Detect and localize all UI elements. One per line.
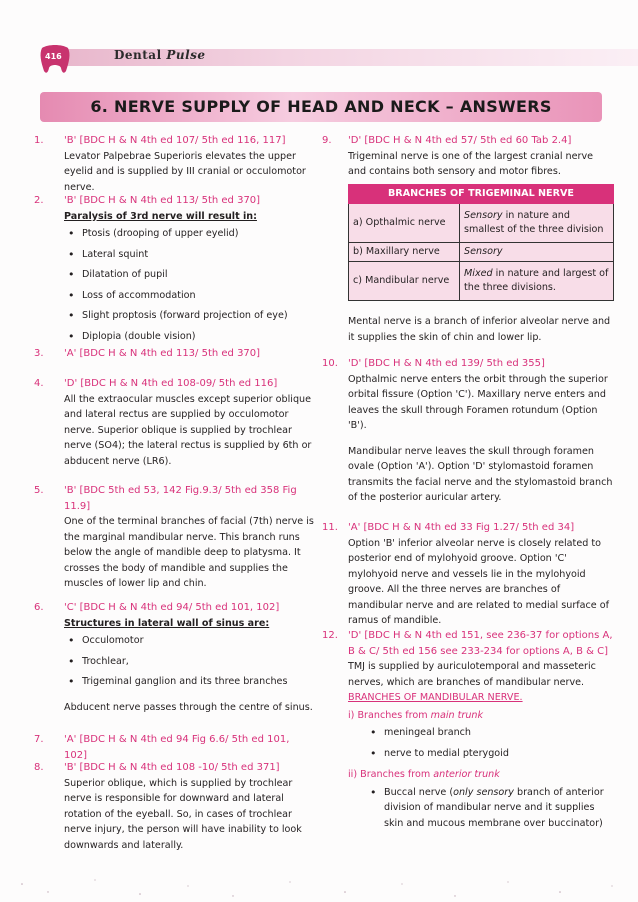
answer-number: 1. — [34, 135, 44, 146]
answer-reference: 'A' [BDC H & N 4th ed 94 Fig 6.6/ 5th ed 101, 102] — [64, 734, 290, 761]
answer-2 — [34, 193, 309, 349]
table-row — [349, 243, 614, 262]
trigeminal-branches-table — [348, 184, 614, 301]
list-item: • Trochlear, — [64, 654, 314, 670]
table-cell-desc: Sensory in nature and smallest of the three division — [460, 204, 614, 243]
list-heading: Structures in lateral wall of sinus are: — [64, 617, 270, 629]
answer-number: 3. — [34, 348, 44, 359]
answer-number: 12. — [322, 630, 338, 641]
table-row — [349, 262, 614, 301]
answer-text: Superior oblique, which is supplied by trochlear nerve is responsible for downward and lateral rotation of the eyeball. So, in cases of trochlear nerve injury, the person will have inability to look downwards and laterally. — [64, 777, 302, 851]
page-number: 416 — [45, 52, 62, 61]
answer-reference: 'C' [BDC H & N 4th ed 94/ 5th ed 101, 102] — [64, 602, 280, 613]
chapter-title-bar — [40, 92, 602, 122]
answer-reference: 'B' [BDC H & N 4th ed 107/ 5th ed 116, 117] — [64, 135, 286, 146]
answer-text: Option 'B' inferior alveolar nerve is closely related to posterior end of mylohyoid groove. Option 'C' mylohyoid nerve and vessels lie in the mylohyoid groove. All the three nerves are branches of mandibular nerve and are related to medial surface of ramus of mandible. — [348, 537, 610, 626]
table-title: BRANCHES OF TRIGEMINAL NERVE — [349, 185, 614, 204]
list-heading: Paralysis of 3rd nerve will result in: — [64, 210, 257, 222]
list-item: • meningeal branch — [366, 725, 614, 741]
answer-4 — [34, 376, 314, 469]
answer-8 — [34, 760, 314, 853]
answer-number: 7. — [34, 734, 44, 745]
table-cell-desc: Mixed in nature and largest of the three divisions. — [460, 262, 614, 301]
answer-5 — [34, 483, 314, 592]
answer-text: Trigeminal nerve is one of the largest cranial nerve and contains both sensory and motor fibres. — [348, 150, 594, 177]
bullet-list — [64, 226, 309, 344]
answer-number: 5. — [34, 485, 44, 496]
list-item: • Diplopia (double vision) — [64, 329, 309, 345]
list-item: • Occulomotor — [64, 633, 314, 649]
answer-10 — [322, 356, 614, 506]
answer-reference: 'B' [BDC 5th ed 53, 142 Fig.9.3/ 5th ed 358 Fig 11.9] — [64, 485, 297, 512]
answer-reference: 'B' [BDC H & N 4th ed 108 -10/ 5th ed 371] — [64, 762, 280, 773]
answer-text: Levator Palpebrae Superioris elevates the upper eyelid and is supplied by III cranial or occulomotor nerve. — [64, 150, 306, 193]
answer-number: 11. — [322, 522, 338, 533]
answer-6 — [34, 600, 314, 715]
answer-9 — [322, 133, 614, 180]
answer-text: Mental nerve is a branch of inferior alveolar nerve and it supplies the skin of chin and lower lip. — [348, 316, 611, 343]
answer-reference: 'D' [BDC H & N 4th ed 108-09/ 5th ed 116] — [64, 378, 278, 389]
table-cell-branch: c) Mandibular nerve — [349, 262, 460, 301]
answer-number: 9. — [322, 135, 332, 146]
page-header — [38, 44, 638, 72]
list-item: • nerve to medial pterygoid — [366, 746, 614, 762]
answer-text: Abducent nerve passes through the centre of sinus. — [64, 701, 313, 713]
table-row — [349, 204, 614, 243]
brand-title: Dental Pulse — [114, 48, 206, 62]
answer-reference: 'A' [BDC H & N 4th ed 113/ 5th ed 370] — [64, 348, 261, 359]
answer-reference: 'A' [BDC H & N 4th ed 33 Fig 1.27/ 5th ed 34] — [348, 522, 575, 533]
answer-reference: 'D' [BDC H & N 4th ed 139/ 5th ed 355] — [348, 358, 545, 369]
answer-text: Opthalmic nerve enters the orbit through the superior orbital fissure (Option 'C'). Maxillary nerve enters and leaves the skull through Foramen rotundum (Option 'B'). — [348, 373, 608, 431]
answer-reference: 'D' [BDC H & N 4th ed 151, see 236-37 for options A, B & C/ 5th ed 156 see 233-234 for options A, B & C] — [348, 630, 613, 657]
answer-text: TMJ is supplied by auriculotemporal and masseteric nerves, which are branches of mandibular nerve. — [348, 661, 596, 688]
subsection-label: i) Branches from main trunk — [348, 709, 484, 721]
answer-3 — [34, 346, 309, 362]
list-item: • Trigeminal ganglion and its three branches — [64, 674, 314, 690]
list-item: • Loss of accommodation — [64, 288, 309, 304]
answer-number: 6. — [34, 602, 44, 613]
table-cell-branch: b) Maxillary nerve — [349, 243, 460, 262]
answer-reference: 'D' [BDC H & N 4th ed 57/ 5th ed 60 Tab 2.4] — [348, 135, 572, 146]
table-cell-desc: Sensory — [460, 243, 614, 262]
answer-number: 2. — [34, 195, 44, 206]
answer-11 — [322, 520, 614, 629]
bullet-list — [64, 633, 314, 690]
answer-9-note — [348, 314, 618, 345]
answer-12 — [322, 628, 614, 836]
answer-text: One of the terminal branches of facial (7th) nerve is the marginal mandibular nerve. This branch runs below the angle of mandible deep to platysma. It crosses the body of mandible and supplies the muscles of lower lip and chin. — [64, 516, 314, 589]
list-item: • Dilatation of pupil — [64, 267, 309, 283]
answer-number: 10. — [322, 358, 338, 369]
list-item: • Slight proptosis (forward projection of eye) — [64, 308, 309, 324]
answer-text: All the extraocular muscles except superior oblique and lateral rectus are supplied by occulomotor nerve. Superior oblique is supplied by trochlear nerve (SO4); the lateral rectus is supplied by 6th or abducent nerve (LR6). — [64, 393, 312, 467]
chapter-title: 6. NERVE SUPPLY OF HEAD AND NECK – ANSWERS — [90, 97, 552, 116]
scan-noise-decoration — [0, 872, 638, 902]
subsection-label: ii) Branches from anterior trunk — [348, 769, 500, 780]
answer-7 — [34, 732, 314, 763]
answer-text: Mandibular nerve leaves the skull through foramen ovale (Option 'A'). Option 'D' stylomastoid foramen transmits the facial nerve and the stylomastoid branch of the posterior auricular artery. — [348, 445, 613, 503]
subsection-heading: BRANCHES OF MANDIBULAR NERVE. — [348, 692, 523, 703]
answer-1 — [34, 133, 309, 195]
list-item: • Ptosis (drooping of upper eyelid) — [64, 226, 309, 242]
list-item: • Buccal nerve (only sensory branch of anterior division of mandibular nerve and it supplies skin and mucous membrane over buccinator) — [366, 785, 614, 832]
answer-reference: 'B' [BDC H & N 4th ed 113/ 5th ed 370] — [64, 195, 261, 206]
answer-number: 4. — [34, 378, 44, 389]
list-item: • Lateral squint — [64, 247, 309, 263]
table-cell-branch: a) Opthalmic nerve — [349, 204, 460, 243]
bullet-list — [366, 725, 614, 761]
answer-number: 8. — [34, 762, 44, 773]
bullet-list — [366, 785, 614, 832]
